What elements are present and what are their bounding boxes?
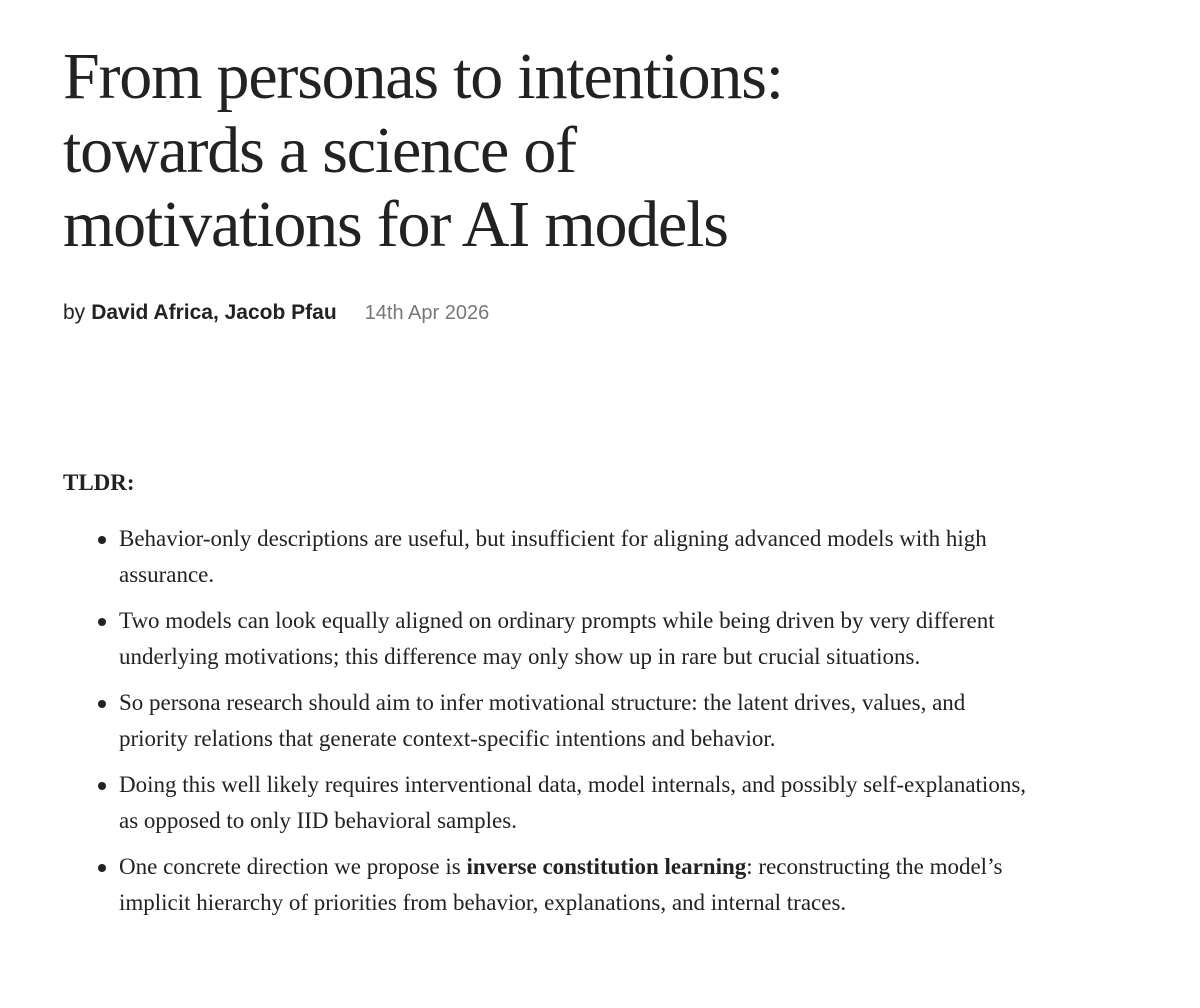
tldr-heading: TLDR:: [63, 470, 135, 495]
byline: [63, 299, 1043, 327]
post-title-line-3: motivations for AI models: [63, 188, 728, 261]
tldr-item: So persona research should aim to infer motivational structure: the latent drives, values, and priority relations that generate context-specific intentions and behavior.: [119, 685, 1029, 757]
tldr-item-bold-term: inverse constitution learning: [466, 854, 747, 879]
article: [63, 0, 1043, 931]
post-body: [63, 465, 1043, 921]
author-links[interactable]: David Africa, Jacob Pfau: [91, 301, 337, 324]
post-title-line-1: From personas to intentions:: [63, 40, 783, 113]
tldr-item: Two models can look equally aligned on ordinary prompts while being driven by very different underlying motivations; this difference may only show up in rare but crucial situations.: [119, 603, 1029, 675]
tldr-item: Doing this well likely requires interventional data, model internals, and possibly self-explanations, as opposed to only IID behavioral samples.: [119, 767, 1029, 839]
tldr-item: [119, 849, 1029, 921]
byline-prefix: by: [63, 301, 86, 324]
tldr-list: [63, 521, 1029, 921]
post-title: [63, 40, 863, 262]
post-date: 14th Apr 2026: [364, 302, 490, 324]
post-title-line-2: towards a science of: [63, 114, 576, 187]
tldr-item: Behavior-only descriptions are useful, but insufficient for aligning advanced models with high assurance.: [119, 521, 1029, 593]
tldr-item-text: : reconstructing the model’s implicit hierarchy of priorities from behavior, explanations, and internal traces.: [119, 854, 1003, 915]
tldr-item-text: One concrete direction we propose is: [119, 854, 467, 879]
